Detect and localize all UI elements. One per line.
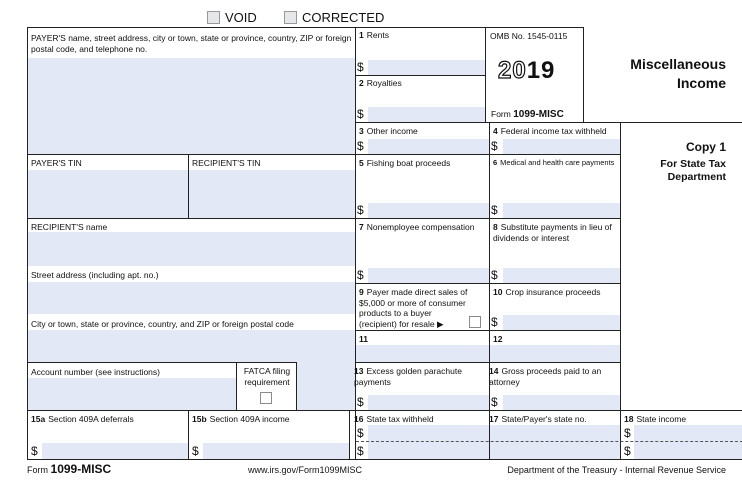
box10-input[interactable]: [503, 315, 620, 330]
footer-form-name: Form 1099-MISC: [27, 462, 112, 476]
street-address-field[interactable]: [28, 282, 355, 314]
box18-dollar-sign-2: $: [624, 444, 631, 458]
city-state-zip-label: City or town, state or province, country, and ZIP or foreign postal code: [31, 319, 294, 329]
box14-input[interactable]: [503, 395, 620, 410]
fatca-checkbox[interactable]: [260, 392, 272, 404]
box15b-input[interactable]: [203, 443, 349, 459]
city-state-zip-field[interactable]: [28, 330, 355, 362]
account-number-field[interactable]: [28, 378, 236, 410]
box8-input[interactable]: [503, 268, 620, 283]
box8-label: 8 Substitute payments in lieu of dividends or interest: [493, 222, 612, 243]
box6-input[interactable]: [503, 203, 620, 218]
box16-label: 16 State tax withheld: [354, 414, 434, 424]
corrected-checkbox[interactable]: [284, 11, 297, 24]
omb-number: OMB No. 1545-0115: [490, 31, 568, 41]
fatca-label: FATCA filing requirement: [243, 366, 291, 387]
recipient-tin-label: RECIPIENT'S TIN: [192, 158, 261, 168]
box3-dollar-sign: $: [357, 139, 364, 153]
box14-label: 14 Gross proceeds paid to an attorney: [489, 366, 602, 387]
box18-label: 18 State income: [624, 414, 687, 424]
box9-label: 9 Payer made direct sales of $5,000 or more of consumer products to a buyer (recipient) for resale ▶: [359, 287, 468, 329]
box15a-label: 15a Section 409A deferrals: [31, 414, 134, 424]
box1-input[interactable]: [368, 60, 485, 75]
corrected-label: CORRECTED: [302, 10, 385, 25]
copy-title: Copy 1: [685, 140, 726, 154]
box13-input[interactable]: [368, 395, 489, 410]
form-title-line1: Miscellaneous: [630, 56, 726, 72]
box12-input[interactable]: [490, 345, 620, 362]
box5-label: 5 Fishing boat proceeds: [359, 158, 451, 168]
box15b-label: 15b Section 409A income: [192, 414, 290, 424]
box4-input[interactable]: [503, 139, 620, 154]
box18-input[interactable]: [634, 425, 742, 459]
box1-dollar-sign: $: [357, 60, 364, 74]
recipient-name-field[interactable]: [28, 232, 355, 266]
form-title-line2: Income: [676, 75, 726, 91]
box17-input[interactable]: [490, 425, 620, 459]
box3-input[interactable]: [368, 139, 489, 154]
box10-label: 10 Crop insurance proceeds: [493, 287, 601, 297]
box5-input[interactable]: [368, 203, 489, 218]
box13-label: 13 Excess golden parachute payments: [354, 366, 462, 387]
footer-url: www.irs.gov/Form1099MISC: [248, 465, 363, 475]
box11-input[interactable]: [356, 345, 489, 362]
payer-tin-label: PAYER'S TIN: [31, 158, 82, 168]
box15a-input[interactable]: [42, 443, 188, 459]
box9-checkbox[interactable]: [469, 316, 481, 328]
payer-name-field[interactable]: [28, 58, 355, 154]
box2-label: 2 Royalties: [359, 78, 402, 88]
copy-subtitle: For State Tax Department: [660, 158, 726, 183]
payer-name-label: PAYER'S name, street address, city or town, state or province, country, ZIP or foreign postal code, and telephone no.: [31, 33, 352, 54]
tax-year-prefix: 20: [498, 57, 527, 84]
box2-input[interactable]: [368, 107, 485, 122]
box10-dollar-sign: $: [491, 315, 498, 329]
recipient-name-label: RECIPIENT'S name: [31, 222, 108, 232]
box2-dollar-sign: $: [357, 107, 364, 121]
blank-field: [297, 362, 355, 410]
box14-dollar-sign: $: [491, 395, 498, 409]
box4-dollar-sign: $: [491, 139, 498, 153]
box7-dollar-sign: $: [357, 268, 364, 282]
box7-label: 7 Nonemployee compensation: [359, 222, 475, 232]
tax-year-suffix: 19: [526, 57, 556, 84]
box3-label: 3 Other income: [359, 126, 418, 136]
box11-label: 11: [359, 334, 368, 344]
box16-dollar-sign-1: $: [357, 426, 364, 440]
tax-year: [498, 57, 555, 85]
box7-input[interactable]: [368, 268, 489, 283]
box6-dollar-sign: $: [491, 203, 498, 217]
street-address-label: Street address (including apt. no.): [31, 270, 159, 280]
footer-department: Department of the Treasury - Internal Revenue Service: [507, 465, 726, 475]
recipient-tin-field[interactable]: [189, 170, 355, 218]
omb-form-name: Form 1099-MISC: [491, 109, 564, 120]
box12-label: 12: [493, 334, 503, 344]
box17-label: 17 State/Payer's state no.: [489, 414, 587, 424]
box16-dollar-sign-2: $: [357, 444, 364, 458]
box1-label: 1 Rents: [359, 30, 389, 40]
payer-tin-field[interactable]: [28, 170, 188, 218]
box15a-dollar-sign: $: [31, 444, 38, 458]
box4-label: 4 Federal income tax withheld: [493, 126, 607, 136]
box8-dollar-sign: $: [491, 268, 498, 282]
void-checkbox[interactable]: [207, 11, 220, 24]
box5-dollar-sign: $: [357, 203, 364, 217]
box6-label: 6 Medical and health care payments: [493, 158, 615, 167]
box13-dollar-sign: $: [357, 395, 364, 409]
box18-dollar-sign-1: $: [624, 426, 631, 440]
void-label: VOID: [225, 10, 257, 25]
box15b-dollar-sign: $: [192, 444, 199, 458]
account-number-label: Account number (see instructions): [31, 367, 160, 377]
box16-input[interactable]: [368, 425, 489, 459]
